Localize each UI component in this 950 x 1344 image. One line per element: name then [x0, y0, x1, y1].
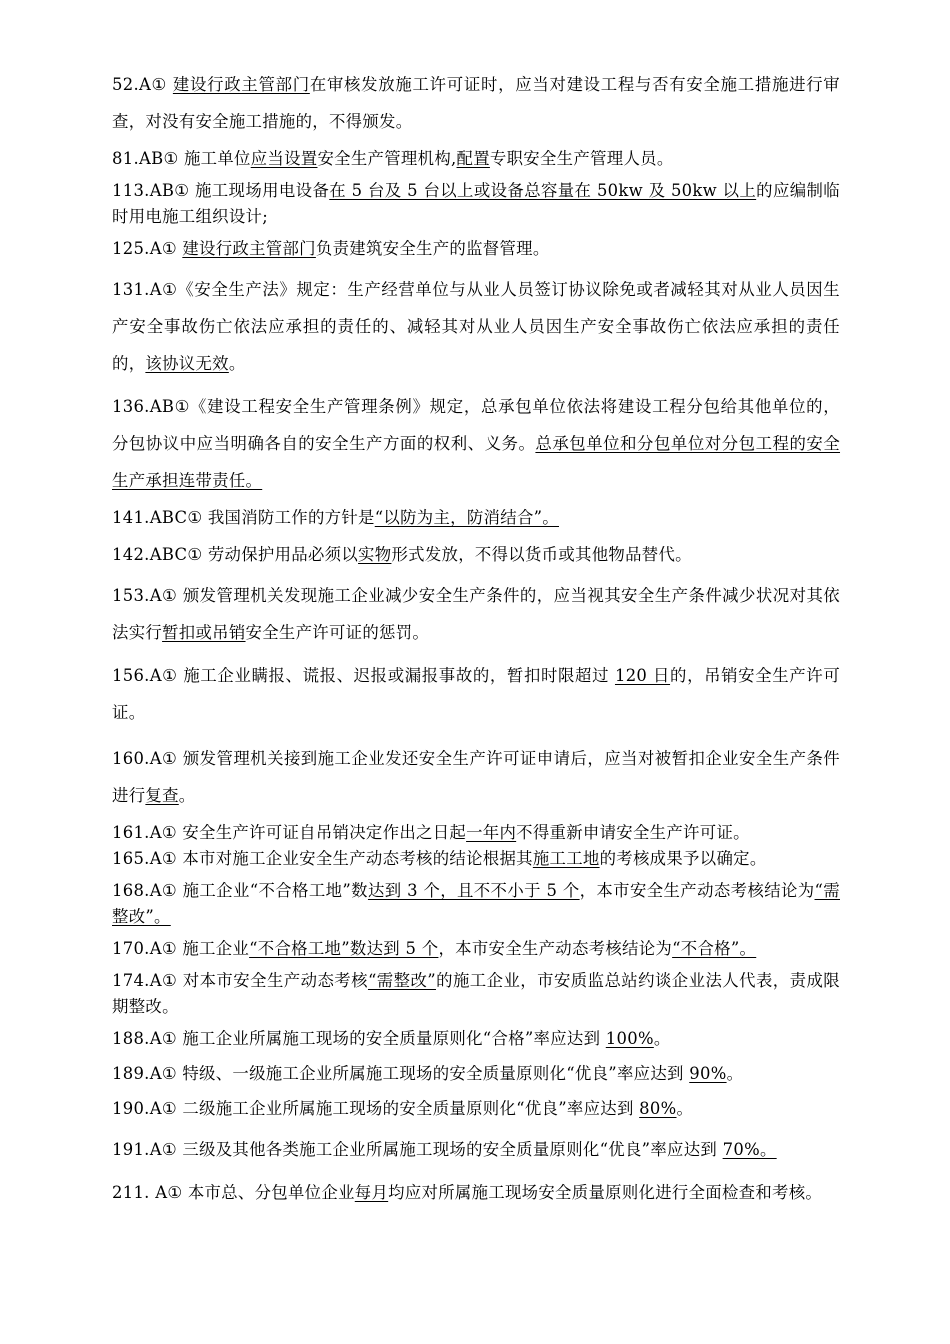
question-item [112, 271, 840, 382]
question-item [112, 388, 840, 499]
question-text: 安全生产管理机构, [317, 149, 457, 168]
question-item [112, 846, 840, 872]
question-text: 的应编制临时用电施工组织设计; [112, 181, 840, 226]
underlined-answer: 90% [689, 1064, 727, 1083]
underlined-answer: “不合格工地”数达到 5 个 [249, 939, 439, 958]
underlined-answer: 100% [605, 1029, 654, 1048]
question-text: 131.A①《安全生产法》规定：生产经营单位与从业人员签订协议除免或者减轻其对从业人员因生产安全事故伤亡依法应承担的责任的、减轻其对从业人员因生产安全事故伤亡依法应承担的责任的， [112, 280, 840, 373]
question-text: 在审核发放施工许可证时，应当对建设工程与否有安全施工措施进行审查，对没有安全施工措施的，不得颁发。 [112, 75, 840, 131]
question-item [112, 146, 840, 172]
question-text: 160.A① 颁发管理机关接到施工企业发还安全生产许可证申请后，应当对被暂扣企业安全生产条件进行 [112, 749, 840, 805]
question-item [112, 878, 840, 930]
question-item [112, 1096, 840, 1122]
underlined-answer: “不合格”。 [672, 939, 757, 958]
underlined-answer: 暂扣或吊销 [162, 623, 246, 642]
underlined-answer: 总承包单位和分包单位对分包工程的安全生产承担连带责任。 [112, 434, 841, 490]
underlined-answer: 建设行政主管部门 [172, 75, 310, 94]
question-text: 190.A① 二级施工企业所属施工现场的安全质量原则化“优良”率应达到 [112, 1099, 640, 1118]
question-text: 211. A① 本市总、分包单位企业 [112, 1183, 355, 1202]
question-text: 。 [228, 354, 246, 373]
question-text: 188.A① 施工企业所属施工现场的安全质量原则化“合格”率应达到 [112, 1029, 606, 1048]
question-text: 113.AB① 施工现场用电设备 [112, 181, 330, 200]
underlined-answer: “需整改”。 [112, 881, 840, 926]
question-item [112, 1026, 840, 1052]
question-text: 168.A① 施工企业“不合格工地”数 [112, 881, 368, 900]
question-text: 52.A① [112, 75, 173, 94]
question-item [112, 968, 840, 1020]
question-text: 170.A① 施工企业 [112, 939, 250, 958]
underlined-answer: 建设行政主管部门 [182, 239, 316, 258]
question-item [112, 1061, 840, 1087]
question-text: 191.A① 三级及其他各类施工企业所属施工现场的安全质量原则化“优良”率应达到 [112, 1140, 723, 1159]
question-item [112, 657, 840, 731]
question-text: ，本市安全生产动态考核结论为 [438, 939, 673, 958]
question-item [112, 178, 840, 230]
question-text: 。 [653, 1029, 671, 1048]
question-text: ，本市安全生产动态考核结论为 [579, 881, 815, 900]
question-item [112, 236, 840, 262]
question-text: 形式发放，不得以货币或其他物品替代。 [391, 545, 692, 564]
question-text: 153.A① 颁发管理机关发现施工企业减少安全生产条件的，应当视其安全生产条件减少状况对其依法实行 [112, 586, 840, 642]
question-text: 。 [676, 1099, 694, 1118]
underlined-answer: 每月 [354, 1183, 389, 1202]
question-item [112, 820, 840, 846]
question-item [112, 66, 840, 140]
underlined-answer: 该协议无效 [145, 354, 229, 373]
question-text: 141.ABC① 我国消防工作的方针是 [112, 508, 375, 527]
question-item [112, 542, 840, 568]
question-text: 不得重新申请安全生产许可证。 [516, 823, 750, 842]
question-item [112, 505, 840, 531]
question-text: 142.ABC① 劳动保护用品必须以 [112, 545, 359, 564]
question-text: 81.AB① 施工单位 [112, 149, 251, 168]
underlined-answer: 配置 [456, 149, 490, 168]
question-text: 。 [178, 786, 196, 805]
question-text: 156.A① 施工企业瞒报、谎报、迟报或漏报事故的，暂扣时限超过 [112, 666, 615, 685]
underlined-answer: 120 日 [614, 666, 671, 685]
underlined-answer: 达到 3 个，且不不小于 5 个 [367, 881, 580, 900]
question-item [112, 577, 840, 651]
underlined-answer: “需整改” [367, 971, 436, 990]
question-item [112, 1131, 840, 1168]
underlined-answer: 70%。 [722, 1140, 777, 1159]
question-text: 安全生产许可证的惩罚。 [245, 623, 430, 642]
underlined-answer: 应当设置 [250, 149, 318, 168]
question-text: 的，吊销安全生产许可证。 [112, 666, 841, 722]
underlined-answer: 复查 [145, 786, 179, 805]
underlined-answer: 实物 [358, 545, 392, 564]
underlined-answer: 80% [639, 1099, 677, 1118]
question-text: 189.A① 特级、一级施工企业所属施工现场的安全质量原则化“优良”率应达到 [112, 1064, 690, 1083]
underlined-answer: 在 5 台及 5 台以上或设备总容量在 50kw 及 50kw 以上 [329, 181, 757, 200]
underlined-answer: 施工工地 [532, 849, 600, 868]
question-text: 专职安全生产管理人员。 [489, 149, 674, 168]
underlined-answer: 一年内 [466, 823, 517, 842]
question-item [112, 1174, 840, 1211]
question-text: 均应对所属施工现场安全质量原则化进行全面检查和考核。 [388, 1183, 823, 1202]
question-item [112, 936, 840, 962]
document-page [112, 66, 840, 1211]
question-text: 125.A① [112, 239, 183, 258]
question-item [112, 740, 840, 814]
question-text: 的考核成果予以确定。 [599, 849, 767, 868]
question-text: 。 [726, 1064, 744, 1083]
question-text: 136.AB①《建设工程安全生产管理条例》规定，总承包单位依法将建设工程分包给其他单位的，分包协议中应当明确各自的安全生产方面的权利、义务。 [112, 397, 840, 453]
question-text: 174.A① 对本市安全生产动态考核 [112, 971, 368, 990]
underlined-answer: “以防为主，防消结合”。 [374, 508, 559, 527]
question-text: 165.A① 本市对施工企业安全生产动态考核的结论根据其 [112, 849, 533, 868]
question-text: 的施工企业，市安质监总站约谈企业法人代表，责成限期整改。 [112, 971, 840, 1016]
question-text: 161.A① 安全生产许可证自吊销决定作出之日起 [112, 823, 467, 842]
question-text: 负责建筑安全生产的监督管理。 [315, 239, 550, 258]
